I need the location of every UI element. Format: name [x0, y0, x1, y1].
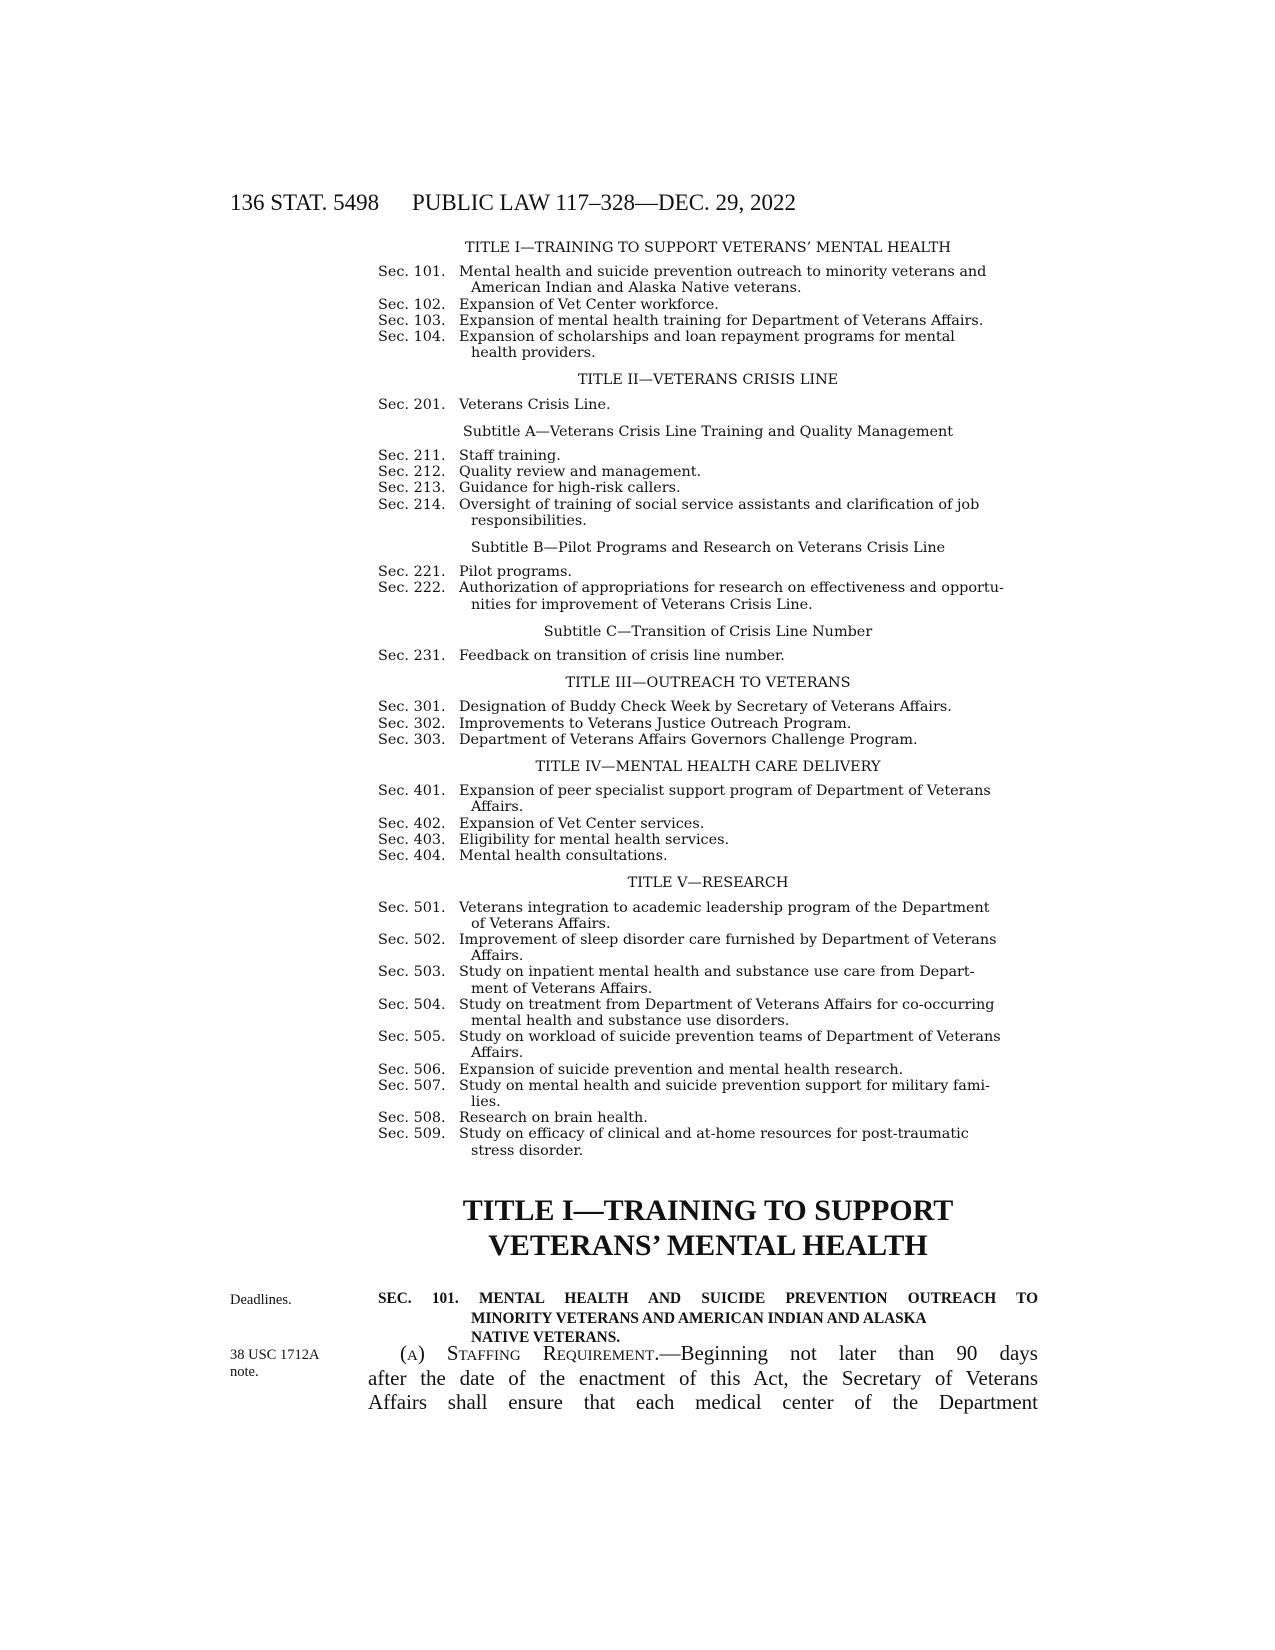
toc-entry-509 [378, 1126, 1038, 1158]
toc-entry-212 [378, 464, 1038, 480]
toc-prefix: Sec. 506. [378, 1061, 446, 1078]
toc-text: Eligibility for mental health services. [459, 831, 730, 848]
toc-title-v: TITLE V—RESEARCH [627, 875, 789, 892]
toc-text: Quality review and management. [459, 464, 702, 481]
toc-entry-211 [378, 448, 1038, 464]
toc-prefix: Sec. 303. [378, 731, 446, 748]
toc-text: Expansion of Vet Center workforce. [459, 296, 719, 313]
toc-prefix: Sec. 502. [378, 931, 446, 948]
toc-text: Mental health and suicide prevention outreach to minority veterans and [459, 264, 987, 281]
usc-citation: 38 USC 1712A [230, 1347, 320, 1363]
toc-text-cont: responsibilities. [471, 512, 587, 529]
toc-text-cont: Affairs. [471, 1045, 524, 1062]
toc-text-cont: Affairs. [471, 799, 524, 816]
toc-text-cont: health providers. [471, 345, 596, 362]
margin-note-deadlines: Deadlines. [230, 1292, 292, 1308]
body-line-1: —Beginning not later than 90 days [659, 1341, 1038, 1365]
toc-entry-501 [378, 900, 1038, 932]
toc-prefix: Sec. 213. [378, 480, 446, 497]
toc-title-iv: TITLE IV—MENTAL HEALTH CARE DELIVERY [535, 759, 881, 776]
toc-prefix: Sec. 403. [378, 831, 446, 848]
toc-entry-504 [378, 997, 1038, 1029]
toc-entry-221 [378, 564, 1038, 580]
toc-text: Mental health consultations. [459, 848, 668, 865]
toc-entry-104 [378, 329, 1038, 361]
toc-prefix: Sec. 211. [378, 448, 446, 465]
toc-prefix: Sec. 509. [378, 1126, 446, 1143]
toc-prefix: Sec. 505. [378, 1029, 446, 1046]
toc-entry-231 [378, 648, 1038, 664]
section-101-body [368, 1341, 1038, 1415]
toc-prefix: Sec. 231. [378, 648, 446, 665]
toc-entry-214 [378, 497, 1038, 529]
toc-subtitle-c: Subtitle C—Transition of Crisis Line Number [543, 623, 873, 640]
toc-text: Study on treatment from Department of Veterans Affairs for co-occurring [459, 996, 995, 1013]
toc-text: Feedback on transition of crisis line number. [459, 648, 785, 665]
toc-prefix: Sec. 214. [378, 496, 446, 513]
toc-entry-303 [378, 732, 1038, 748]
toc-subtitle-a: Subtitle A—Veterans Crisis Line Training and Quality Management [462, 423, 954, 440]
toc-text: Study on efficacy of clinical and at-home resources for post-traumatic [459, 1126, 969, 1143]
toc-text: Designation of Buddy Check Week by Secretary of Veterans Affairs. [459, 699, 952, 716]
toc-entry-506 [378, 1062, 1038, 1078]
toc-text-cont: stress disorder. [471, 1142, 584, 1159]
toc-entry-222 [378, 580, 1038, 612]
title-i-heading [378, 1193, 1038, 1263]
title-line-2: VETERANS’ MENTAL HEALTH [488, 1229, 928, 1262]
toc-prefix: Sec. 501. [378, 899, 446, 916]
section-head-line-2: MINORITY VETERANS AND AMERICAN INDIAN AND ALASKA [471, 1309, 927, 1327]
section-101-heading [378, 1289, 1038, 1348]
title-line-1: TITLE I—TRAINING TO SUPPORT [462, 1194, 954, 1227]
toc-prefix: Sec. 221. [378, 564, 446, 581]
toc-prefix: Sec. 301. [378, 699, 446, 716]
toc-entry-201 [378, 397, 1038, 413]
toc-text-cont: nities for improvement of Veterans Crisis Line. [471, 596, 813, 613]
running-head: PUBLIC LAW 117–328—DEC. 29, 2022 [412, 190, 797, 215]
toc-text: Expansion of mental health training for Department of Veterans Affairs. [459, 312, 984, 329]
toc-prefix: Sec. 302. [378, 715, 446, 732]
toc-text: Expansion of suicide prevention and mental health research. [459, 1061, 904, 1078]
toc-prefix: Sec. 104. [378, 329, 446, 346]
toc-title-iii: TITLE III—OUTREACH TO VETERANS [565, 675, 851, 692]
toc-entry-102 [378, 297, 1038, 313]
toc-text: Staff training. [459, 448, 561, 465]
toc-prefix: Sec. 401. [378, 783, 446, 800]
paragraph-label: (a) Staffing Requirement. [400, 1341, 660, 1365]
toc-prefix: Sec. 103. [378, 312, 446, 329]
toc-prefix: Sec. 404. [378, 848, 446, 865]
toc-text: Expansion of scholarships and loan repayment programs for mental [459, 329, 955, 346]
toc-text-cont: mental health and substance use disorders. [471, 1012, 790, 1029]
toc-prefix: Sec. 101. [378, 264, 446, 281]
toc-text: Expansion of peer specialist support program of Department of Veterans [459, 783, 991, 800]
toc-text: Study on mental health and suicide prevention support for military fami- [459, 1077, 990, 1094]
toc-text-cont: ment of Veterans Affairs. [471, 980, 653, 997]
toc-text: Veterans Crisis Line. [459, 396, 611, 413]
stat-citation: 136 STAT. 5498 [230, 190, 380, 215]
toc-prefix: Sec. 102. [378, 296, 446, 313]
toc-text: Research on brain health. [459, 1110, 648, 1127]
toc-text: Authorization of appropriations for research on effectiveness and opportu- [459, 580, 1004, 597]
toc-prefix: Sec. 503. [378, 964, 446, 981]
toc-prefix: Sec. 504. [378, 996, 446, 1013]
toc-entry-507 [378, 1078, 1038, 1110]
toc-entry-213 [378, 480, 1038, 496]
toc-text: Study on workload of suicide prevention teams of Department of Veterans [459, 1029, 1001, 1046]
toc-text: Expansion of Vet Center services. [459, 815, 705, 832]
toc-text-cont: of Veterans Affairs. [471, 915, 611, 932]
toc-text-cont: lies. [471, 1093, 501, 1110]
toc-prefix: Sec. 402. [378, 815, 446, 832]
toc-entry-508 [378, 1110, 1038, 1126]
toc-text: Department of Veterans Affairs Governors Challenge Program. [459, 731, 918, 748]
toc-entry-301 [378, 699, 1038, 715]
toc-subtitle-b: Subtitle B—Pilot Programs and Research on Veterans Crisis Line [470, 540, 946, 557]
toc-prefix: Sec. 508. [378, 1110, 446, 1127]
toc-text-cont: American Indian and Alaska Native veterans. [471, 280, 802, 297]
margin-note-usc [230, 1347, 319, 1381]
toc-title-ii: TITLE II—VETERANS CRISIS LINE [577, 372, 839, 389]
toc-entry-502 [378, 932, 1038, 964]
toc-entry-505 [378, 1029, 1038, 1061]
toc-text: Study on inpatient mental health and substance use care from Depart- [459, 964, 975, 981]
toc-text: Improvement of sleep disorder care furnished by Department of Veterans [459, 931, 997, 948]
toc-entry-101 [378, 264, 1038, 296]
toc-text: Improvements to Veterans Justice Outreach Program. [459, 715, 852, 732]
toc-entry-402 [378, 816, 1038, 832]
toc-text: Pilot programs. [459, 564, 572, 581]
toc-text: Oversight of training of social service assistants and clarification of job [459, 496, 980, 513]
toc-entry-302 [378, 716, 1038, 732]
toc-text: Veterans integration to academic leadership program of the Department [459, 899, 990, 916]
section-head-line-3: NATIVE VETERANS. [471, 1329, 621, 1346]
toc-prefix: Sec. 212. [378, 464, 446, 481]
body-line-2: after the date of the enactment of this Act, the Secretary of Veterans [368, 1365, 1038, 1390]
body-line-3: Affairs shall ensure that each medical center of the Department [368, 1390, 1038, 1414]
toc-text: Guidance for high-risk callers. [459, 480, 681, 497]
toc-prefix: Sec. 507. [378, 1077, 446, 1094]
table-of-contents [378, 240, 1038, 1159]
toc-entry-401 [378, 783, 1038, 815]
toc-text-cont: Affairs. [471, 948, 524, 965]
toc-title-i: TITLE I—TRAINING TO SUPPORT VETERANS’ MENTAL HEALTH [465, 240, 951, 256]
toc-entry-403 [378, 832, 1038, 848]
usc-note: note. [230, 1364, 259, 1380]
section-head-line-1: SEC. 101. MENTAL HEALTH AND SUICIDE PREVENTION OUTREACH TO [378, 1290, 1038, 1307]
toc-entry-103 [378, 313, 1038, 329]
toc-entry-503 [378, 964, 1038, 996]
toc-entry-404 [378, 848, 1038, 864]
toc-prefix: Sec. 222. [378, 580, 446, 597]
toc-prefix: Sec. 201. [378, 396, 446, 413]
